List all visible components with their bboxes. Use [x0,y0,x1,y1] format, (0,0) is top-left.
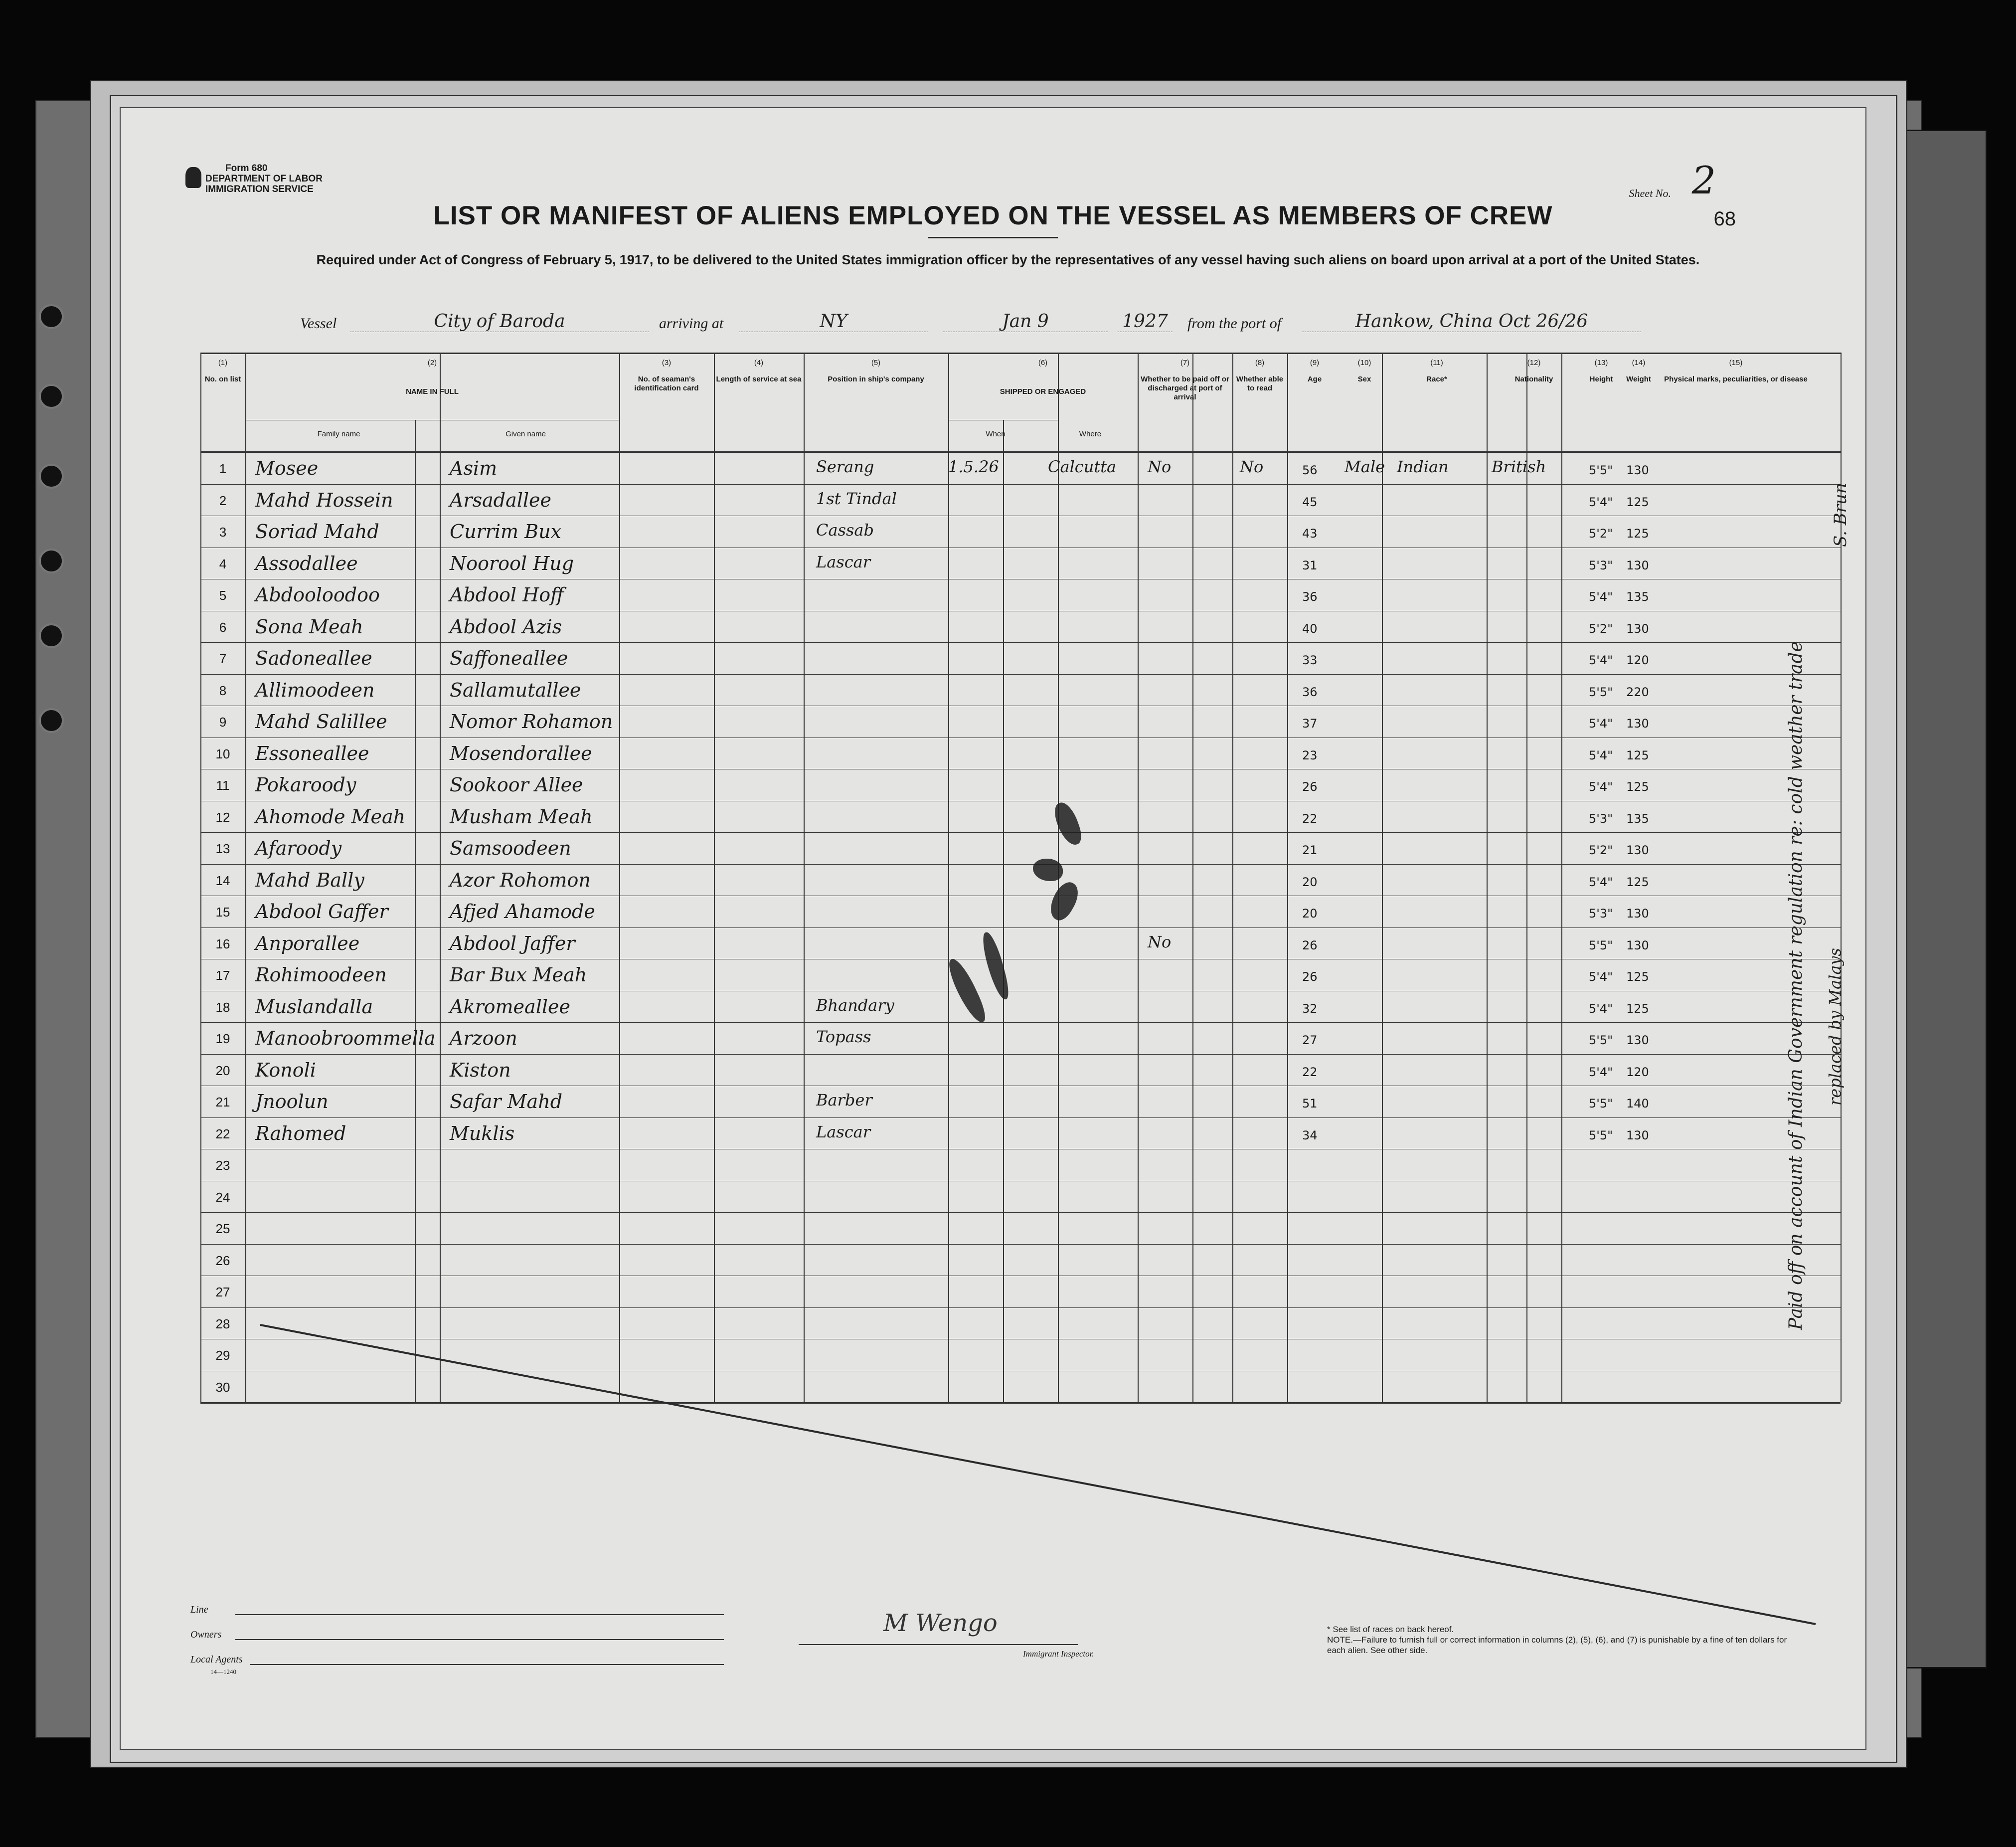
races-note: * See list of races on back hereof. [1327,1625,1454,1634]
crew-family: Mahd Salillee [255,711,387,733]
crew-height: 5'4" [1589,970,1613,984]
crew-family: Assodallee [255,552,358,574]
column-number: (14) [1632,359,1646,367]
crew-family: Manoobroommella [255,1027,436,1049]
row-number: 15 [215,905,230,920]
crew-height: 5'2" [1589,527,1613,541]
punch-hole [39,384,64,409]
row-number: 3 [219,525,227,540]
column-header: Length of service at sea [716,375,802,383]
inspector-label: Immigrant Inspector. [1023,1649,1094,1659]
crew-age: 40 [1302,621,1318,636]
crew-given: Muklis [450,1122,515,1144]
crew-age: 36 [1302,590,1318,604]
crew-weight: 125 [1626,748,1649,762]
crew-height: 5'3" [1589,907,1613,921]
footer-rule [250,1664,724,1665]
crew-age: 26 [1302,780,1318,794]
column-number: (5) [871,359,881,367]
crew-age: 20 [1302,875,1318,889]
row-number: 22 [215,1126,230,1141]
crew-given: Abdool Azis [450,615,562,638]
back-sheet-edge [1904,130,1987,1668]
crew-where: Calcutta [1048,457,1117,476]
row-number: 5 [219,588,227,603]
crew-nationality: British [1492,457,1546,476]
crew-family: Afaroody [255,837,342,859]
vessel-label: Vessel [300,315,337,332]
crew-age: 32 [1302,1001,1318,1016]
date-value: Jan 9 [943,311,1108,332]
crew-given: Bar Bux Meah [450,964,587,986]
crew-given: Currim Bux [450,521,561,543]
row-number: 12 [215,809,230,825]
crew-family: Konoli [255,1059,316,1081]
crew-read: No [1240,457,1264,476]
footer-owners-label: Owners [190,1629,222,1640]
row-number: 13 [215,841,230,856]
footer-line-label: Line [190,1604,208,1615]
crew-given: Mosendorallee [450,742,592,764]
crew-weight: 125 [1626,780,1649,794]
row-number: 7 [219,651,227,666]
arriving-value: NY [739,311,928,332]
crew-height: 5'4" [1589,495,1613,509]
crew-weight: 130 [1626,463,1649,477]
crew-age: 37 [1302,717,1318,731]
arriving-label: arriving at [659,315,724,332]
form-number: Form 680 [225,163,268,174]
crew-weight: 130 [1626,907,1649,921]
column-header: Whether able to read [1236,375,1284,392]
crew-age: 21 [1302,843,1318,857]
crew-height: 5'2" [1589,621,1613,636]
column-header: No. of seaman's identification card [634,375,699,392]
crew-age: 45 [1302,495,1318,509]
crew-family: Rohimoodeen [255,964,387,986]
crew-age: 31 [1302,558,1318,572]
column-header: NAME IN FULL [406,387,459,396]
column-header: Height [1589,375,1613,383]
crew-age: 26 [1302,970,1318,984]
crew-given: Azor Rohomon [450,869,591,891]
column-header: Physical marks, peculiarities, or disease [1664,375,1808,383]
crew-family: Sadoneallee [255,647,372,669]
column-number: (4) [754,359,764,367]
crew-family: Rahomed [255,1122,346,1144]
crew-height: 5'5" [1589,1128,1613,1142]
crew-race: Indian [1397,457,1449,476]
crew-age: 34 [1302,1128,1318,1142]
column-number: (9) [1310,359,1320,367]
crew-weight: 125 [1626,495,1649,509]
crew-position: Lascar [816,552,871,571]
row-number: 11 [216,778,230,793]
crew-height: 5'3" [1589,811,1613,826]
crew-given: Safar Mahd [450,1091,563,1112]
crew-given: Akromeallee [450,995,570,1018]
row-number: 1 [219,461,227,476]
crew-position: Topass [816,1027,871,1046]
crew-family: Ahomode Meah [255,805,406,828]
column-number: (8) [1255,359,1265,367]
crew-weight: 125 [1626,970,1649,984]
crew-weight: 130 [1626,843,1649,857]
crew-family: Soriad Mahd [255,521,379,543]
row-number: 9 [219,715,227,730]
crew-height: 5'5" [1589,1033,1613,1047]
crew-height: 5'3" [1589,558,1613,572]
crew-weight: 130 [1626,558,1649,572]
crew-given: Abdool Hoff [450,584,564,606]
crew-family: Pokaroody [255,774,356,796]
crew-position: Cassab [816,521,874,540]
footer-form-code: 14—1240 [210,1668,236,1675]
crew-age: 23 [1302,748,1318,762]
row-number: 2 [219,493,227,508]
form-department: DEPARTMENT OF LABOR [205,174,323,184]
crew-weight: 125 [1626,527,1649,541]
punch-hole [39,623,64,648]
crew-family: Abdooloodoo [255,584,380,606]
row-number: 24 [215,1189,230,1205]
crew-given: Samsoodeen [450,837,571,859]
crew-weight: 125 [1626,875,1649,889]
crew-height: 5'5" [1589,938,1613,952]
crew-age: 20 [1302,907,1318,921]
crew-weight: 220 [1626,685,1649,699]
crew-weight: 130 [1626,1128,1649,1142]
row-number: 30 [215,1379,230,1395]
crew-height: 5'4" [1589,717,1613,731]
crew-given: Sookoor Allee [450,774,583,796]
footer-notes [1327,1624,1791,1656]
row-number: 25 [215,1221,230,1236]
row-number: 16 [215,936,230,951]
margin-note-main: Paid off on account of Indian Government regulation re: cold weather trade [1786,641,1806,1330]
column-header: Age [1307,375,1322,383]
column-header: Position in ship's company [828,375,924,383]
column-number: (15) [1729,359,1743,367]
footer-rule [235,1614,724,1615]
row-number: 28 [215,1316,230,1331]
crew-weight: 135 [1626,590,1649,604]
crew-weight: 130 [1626,1033,1649,1047]
crew-height: 5'4" [1589,780,1613,794]
crew-age: 26 [1302,938,1318,952]
crew-age: 22 [1302,811,1318,826]
crew-height: 5'4" [1589,1065,1613,1079]
from-port-label: from the port of [1187,315,1282,332]
column-number: (2) [427,359,437,367]
column-number: (6) [1038,359,1048,367]
crew-given: Afjed Ahamode [450,901,595,923]
column-number: (13) [1594,359,1608,367]
crew-given: Nomor Rohamon [450,711,613,733]
crew-family: Jnoolun [255,1091,329,1112]
row-number: 8 [219,683,227,698]
crew-age: 43 [1302,527,1318,541]
column-number: (3) [662,359,672,367]
crew-family: Mosee [255,457,319,479]
column-header: No. on list [204,375,241,383]
crew-given: Kiston [450,1059,511,1081]
column-number: (1) [218,359,228,367]
crew-weight: 130 [1626,621,1649,636]
crew-given: Saffoneallee [450,647,568,669]
row-number: 10 [215,746,230,761]
row-number: 29 [215,1348,230,1363]
row-number: 23 [215,1158,230,1173]
crew-weight: 130 [1626,938,1649,952]
crew-height: 5'4" [1589,1001,1613,1016]
sheet-number-label: Sheet No. [1629,187,1671,199]
crew-given: Sallamutallee [450,679,581,701]
crew-age: 27 [1302,1033,1318,1047]
row-number: 17 [215,968,230,983]
crew-weight: 140 [1626,1097,1649,1110]
sheet-number-handwritten: 2 [1691,158,1716,202]
row-number: 27 [215,1285,230,1299]
crew-age: 36 [1302,685,1318,699]
column-header: Weight [1626,375,1651,383]
crew-weight: 120 [1626,653,1649,667]
crew-position: Serang [816,457,874,476]
crew-height: 5'4" [1589,875,1613,889]
footer-rule [235,1639,724,1640]
crew-paid-off: No [1148,457,1172,476]
column-subheader: Given name [505,430,546,438]
cancel-line [121,108,1865,1749]
crew-age: 22 [1302,1065,1318,1079]
vessel-value: City of Baroda [350,311,649,332]
crew-family: Sona Meah [255,615,363,638]
row-number: 4 [219,556,227,571]
punch-hole [39,464,64,489]
crew-age: 33 [1302,653,1318,667]
crew-position: Bhandary [816,995,894,1015]
crew-given: Noorool Hug [450,552,574,574]
crew-position: Lascar [816,1122,871,1141]
column-subheader: Family name [317,430,360,438]
crew-given: Abdool Jaffer [450,932,575,954]
column-header: Nationality [1514,375,1553,383]
crew-family: Muslandalla [255,995,373,1018]
row-number: 21 [215,1095,230,1109]
crew-height: 5'5" [1589,1097,1613,1110]
crew-when: 1.5.26 [948,457,999,476]
page-subtitle: Required under Act of Congress of February 5, 1917, to be delivered to the United States immigration officer by the representatives of any vessel having such aliens on board upon arrival at a port of the United States. [316,252,1700,267]
manifest-sheet [120,107,1866,1750]
crew-family: Anporallee [255,932,360,954]
column-subheader: Where [1079,430,1102,438]
inspector-signature: M Wengo [883,1609,998,1637]
row-number: 20 [215,1063,230,1078]
column-number: (11) [1430,359,1443,367]
punch-hole [39,304,64,329]
crew-height: 5'5" [1589,685,1613,699]
crew-weight: 120 [1626,1065,1649,1079]
crew-age: 51 [1302,1097,1318,1110]
crew-weight: 130 [1626,717,1649,731]
column-header: SHIPPED OR ENGAGED [1000,387,1086,396]
punch-hole [39,549,64,573]
crew-height: 5'5" [1589,463,1613,477]
column-header: Whether to be paid off or discharged at port of arrival [1141,375,1229,401]
year-value: 1927 [1118,311,1173,332]
crew-age: 56 [1302,463,1318,477]
row-number: 26 [215,1253,230,1268]
footer-agents-label: Local Agents [190,1654,243,1665]
crew-position: 1st Tindal [816,489,897,508]
crew-paid-off: No [1148,932,1172,951]
crew-family: Abdool Gaffer [255,901,388,923]
crew-family: Allimoodeen [255,679,375,701]
row-number: 18 [215,999,230,1015]
crew-given: Asim [450,457,498,479]
column-number: (12) [1527,359,1541,367]
crew-family: Essoneallee [255,742,369,764]
crew-family: Mahd Hossein [255,489,393,511]
crew-family: Mahd Bally [255,869,364,891]
penalty-note: NOTE.—Failure to furnish full or correct information in columns (2), (5), (6), and (7) is punishable by a fine of ten dollars for each alien. See other side. [1327,1635,1787,1655]
crew-given: Musham Meah [450,805,593,828]
page-title: LIST OR MANIFEST OF ALIENS EMPLOYED ON THE VESSEL AS MEMBERS OF CREW [433,201,1553,230]
crew-given: Arsadallee [450,489,552,511]
margin-note-initials: S. Brun [1831,483,1850,547]
column-subheader: When [986,430,1006,438]
column-header: Sex [1357,375,1371,383]
margin-note-second: replaced by Malays [1826,948,1845,1106]
crew-height: 5'4" [1589,748,1613,762]
crew-height: 5'4" [1589,653,1613,667]
crew-sex: Male [1344,457,1385,476]
crew-position: Barber [816,1091,872,1109]
crew-height: 5'2" [1589,843,1613,857]
sheet-number-stamp: 68 [1713,208,1736,230]
column-number: (7) [1180,359,1190,367]
crew-height: 5'4" [1589,590,1613,604]
from-port-value: Hankow, China Oct 26/26 [1302,311,1641,332]
signature-rule [799,1644,1078,1645]
form-service: IMMIGRATION SERVICE [205,184,314,194]
row-number: 14 [215,873,230,888]
row-number: 6 [219,619,227,635]
crew-weight: 125 [1626,1001,1649,1016]
crew-weight: 135 [1626,811,1649,826]
row-number: 19 [215,1031,230,1046]
crew-given: Arzoon [450,1027,517,1049]
punch-hole [39,708,64,733]
column-header: Race* [1426,375,1447,383]
column-number: (10) [1357,359,1371,367]
